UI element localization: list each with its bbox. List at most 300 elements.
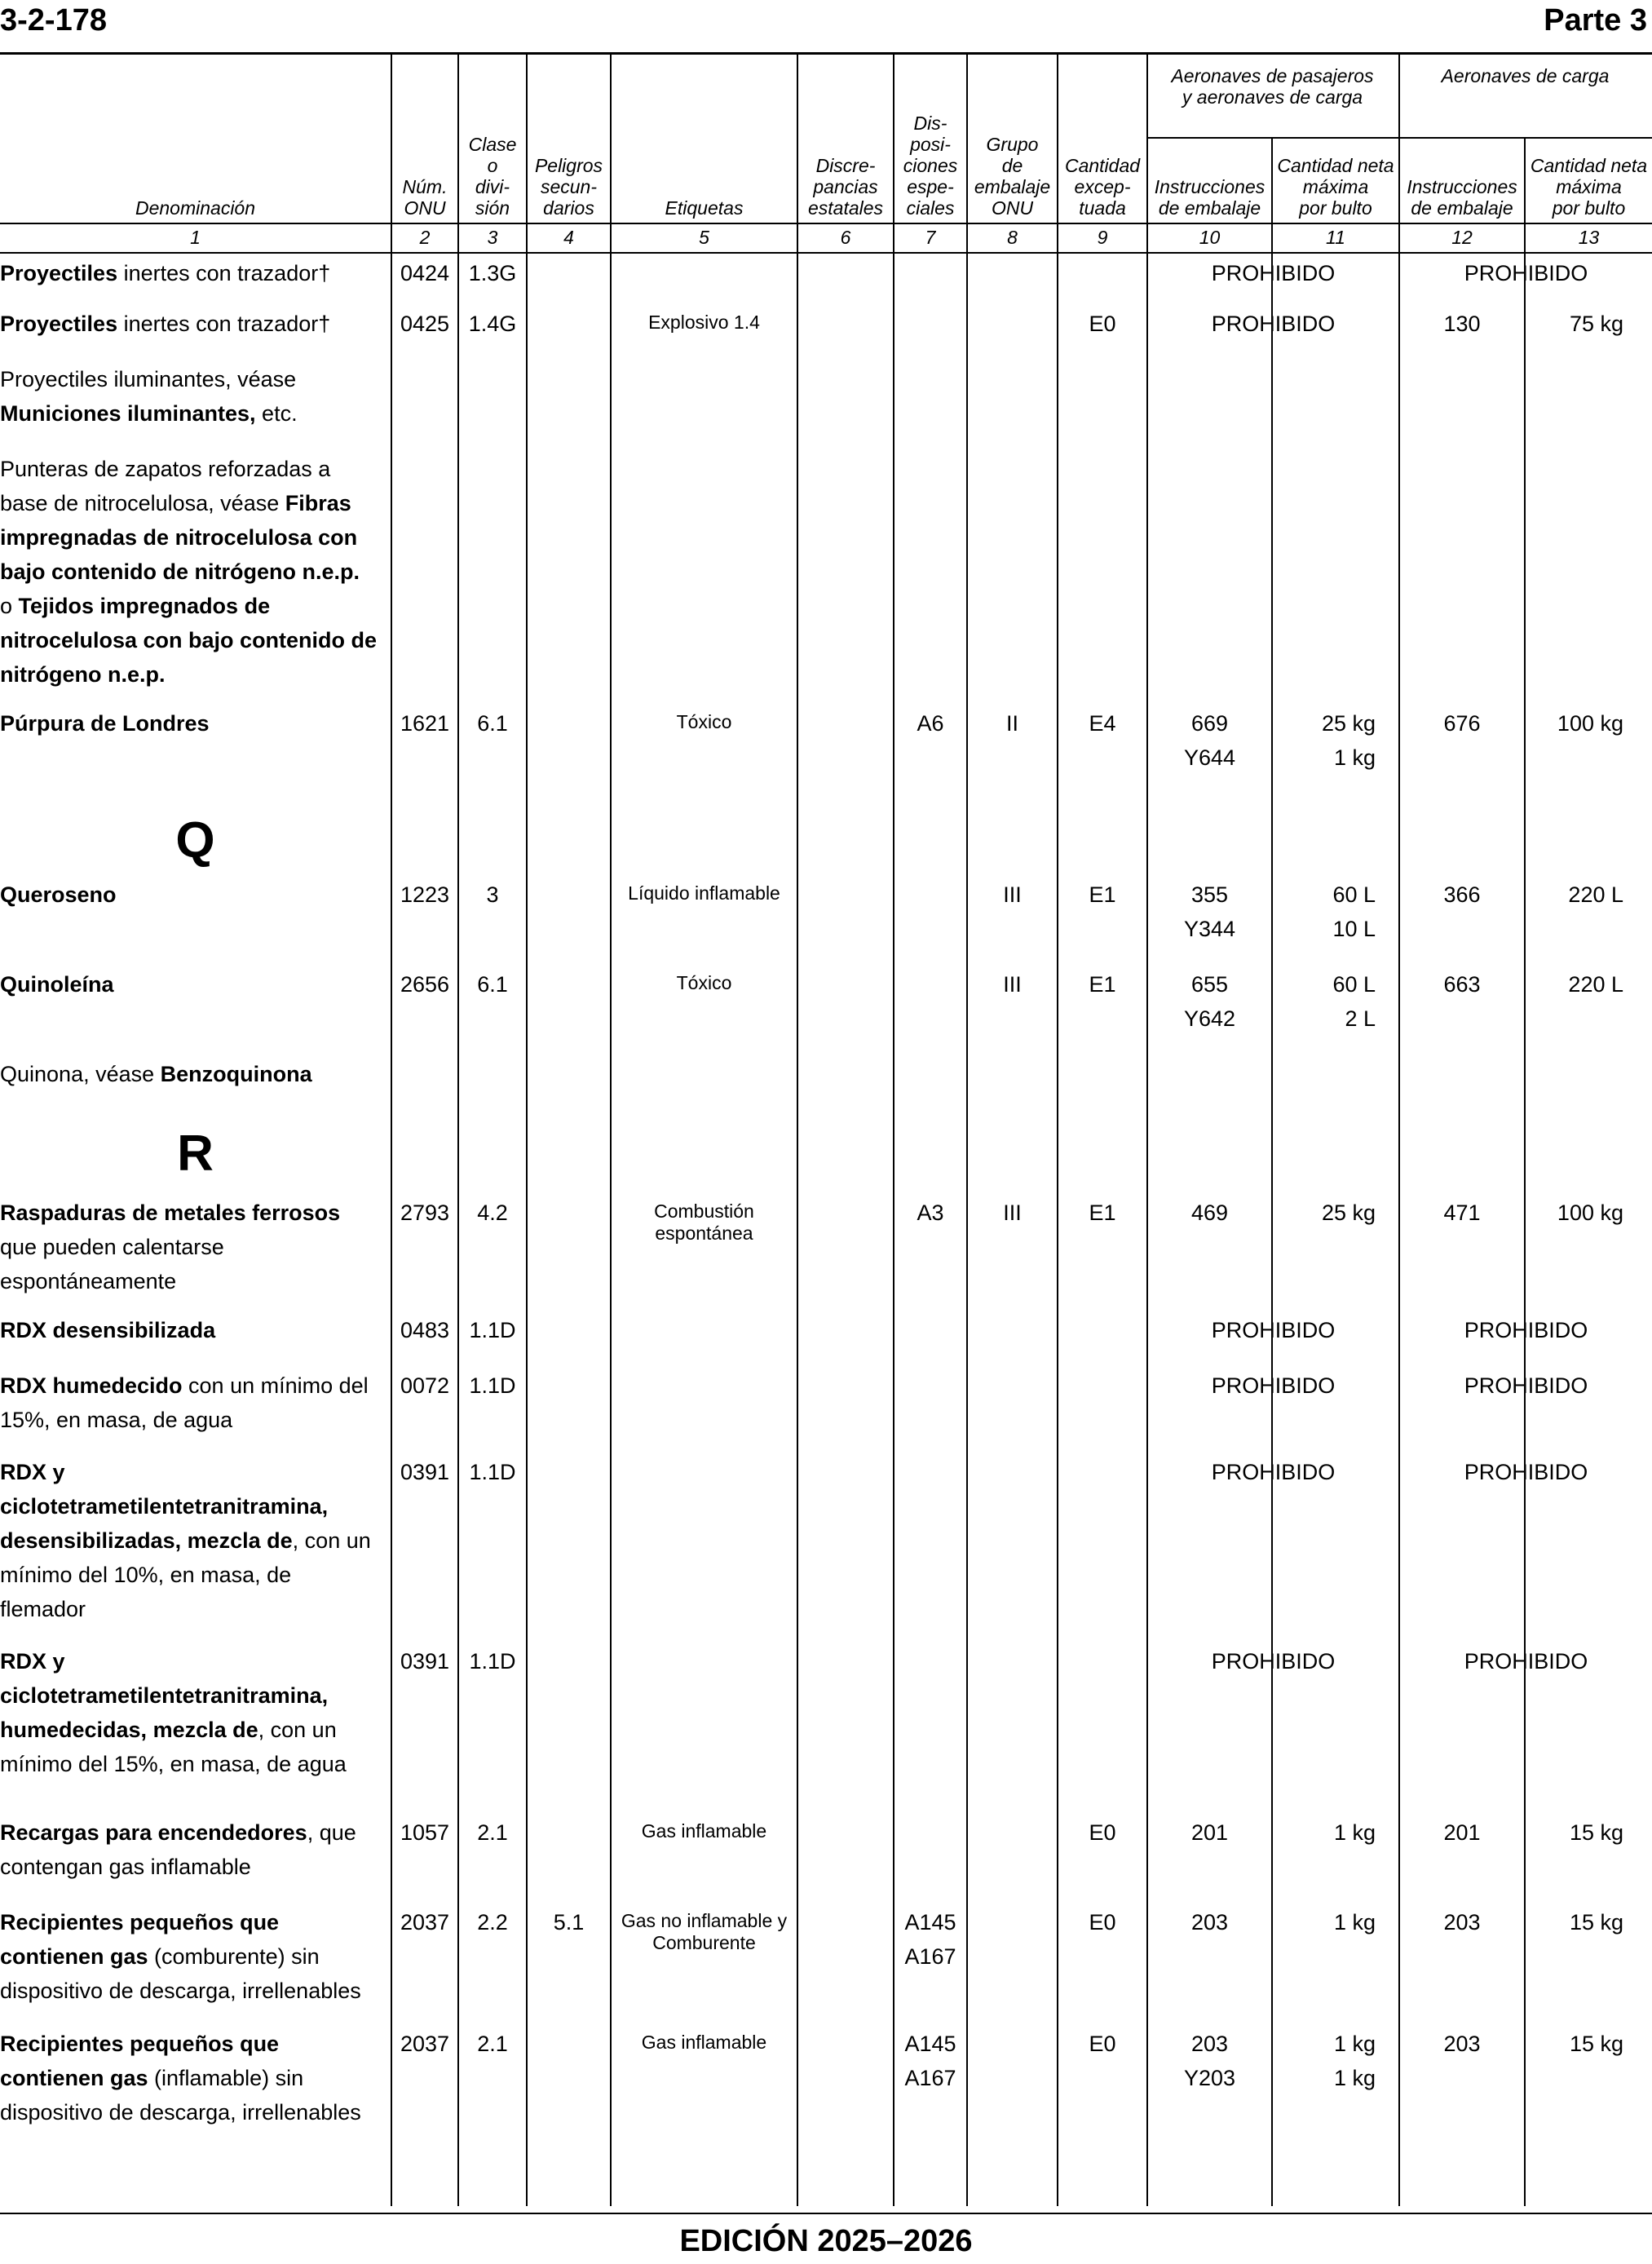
header-line: darios bbox=[543, 197, 594, 219]
cell-eq: E1 bbox=[1089, 882, 1116, 907]
header-line: pancias bbox=[813, 176, 878, 197]
entry-name bbox=[0, 1455, 391, 1626]
bold-text: Queroseno bbox=[0, 882, 117, 907]
cell-line: 655 bbox=[1190, 972, 1229, 997]
header-line: máxima bbox=[1556, 176, 1622, 197]
bold-text: Púrpura de Londres bbox=[0, 711, 210, 736]
cell-pi_cargo bbox=[1400, 878, 1524, 912]
cell-line: Y203 bbox=[1183, 2066, 1236, 2090]
cell-sp bbox=[894, 1905, 966, 1974]
cell-un: 1223 bbox=[400, 882, 450, 907]
cell-qty_cargo bbox=[1526, 1196, 1623, 1230]
header-line: Cantidad neta bbox=[1277, 155, 1394, 176]
section-letter: R bbox=[177, 1125, 214, 1182]
label-line: Gas inflamable bbox=[641, 2032, 767, 2053]
bold-text: Quinoleína bbox=[0, 972, 114, 997]
header-grupo-embalaje bbox=[968, 82, 1057, 219]
cell-labels bbox=[612, 312, 797, 334]
cell-pi_pass bbox=[1148, 967, 1271, 1036]
cell-line: 355 bbox=[1190, 882, 1229, 907]
cell-un: 0391 bbox=[400, 1460, 450, 1484]
cell-qty_cargo bbox=[1526, 2027, 1623, 2061]
col-divider bbox=[1398, 55, 1400, 2206]
header-line: por bulto bbox=[1299, 197, 1372, 219]
cell-line: 130 bbox=[1443, 312, 1481, 336]
header-instrucciones-pasajeros bbox=[1148, 140, 1271, 219]
entry-name bbox=[0, 256, 391, 290]
entry-name bbox=[0, 1815, 391, 1884]
cell-line: 1 kg bbox=[1333, 1820, 1376, 1845]
header-rule bbox=[0, 223, 1652, 224]
section-letter: Q bbox=[175, 812, 215, 869]
cell-prohibited-passenger: PROHIBIDO bbox=[1211, 1373, 1336, 1398]
cell-line: 669 bbox=[1190, 711, 1229, 736]
header-line: Clase bbox=[468, 134, 517, 155]
cell-labels bbox=[612, 972, 797, 994]
cell-line: 220 L bbox=[1568, 972, 1623, 997]
cell-prohibited-passenger: PROHIBIDO bbox=[1211, 1318, 1336, 1342]
cell-cls: 1.1D bbox=[469, 1373, 516, 1398]
header-line: Núm. bbox=[402, 176, 448, 197]
cell-line: Y344 bbox=[1183, 917, 1236, 941]
header-line: Aeronaves de pasajeros bbox=[1171, 65, 1374, 86]
col-divider bbox=[1057, 55, 1058, 2206]
col-divider bbox=[610, 55, 612, 2206]
col-number: 4 bbox=[563, 227, 574, 248]
cell-pi_cargo bbox=[1400, 967, 1524, 1002]
cell-line: 15 kg bbox=[1569, 1820, 1623, 1845]
header-line: Grupo bbox=[986, 134, 1039, 155]
col-number: 1 bbox=[190, 227, 201, 248]
bold-text: impregnadas de nitrocelulosa con bbox=[0, 525, 358, 550]
plain-text: (comburente) sin bbox=[148, 1944, 320, 1969]
cell-un: 1621 bbox=[400, 711, 450, 736]
header-line: Dis- bbox=[913, 113, 947, 134]
cell-qty_pass bbox=[1273, 1905, 1376, 1939]
cell-line: A3 bbox=[917, 1201, 944, 1225]
bold-text: Recipientes pequeños que bbox=[0, 1910, 280, 1935]
cell-un: 1057 bbox=[400, 1820, 450, 1845]
cell-pi_cargo bbox=[1400, 706, 1524, 741]
entry-name bbox=[0, 967, 391, 1002]
header-line: estatales bbox=[807, 197, 884, 219]
bold-text: RDX y bbox=[0, 1649, 65, 1674]
bottom-rule bbox=[0, 2213, 1652, 2214]
bold-text: Municiones iluminantes, bbox=[0, 401, 256, 426]
cell-pi_pass bbox=[1148, 1905, 1271, 1939]
bold-text: ciclotetrametilentetranitramina, bbox=[0, 1683, 329, 1708]
cell-labels bbox=[612, 1910, 797, 1954]
col-number: 8 bbox=[1007, 227, 1018, 248]
cell-eq: E1 bbox=[1089, 972, 1116, 997]
cell-un: 2037 bbox=[400, 1910, 450, 1935]
entry-name bbox=[0, 1905, 391, 2008]
col-number: 3 bbox=[487, 227, 498, 248]
label-line: Tóxico bbox=[676, 711, 732, 732]
header-instrucciones-carga bbox=[1400, 140, 1524, 219]
entry-name bbox=[0, 1313, 391, 1347]
cell-cls: 2.1 bbox=[477, 1820, 508, 1845]
cell-labels bbox=[612, 1820, 797, 1842]
plain-text: Quinona, véase bbox=[0, 1062, 161, 1086]
entry-name bbox=[0, 452, 391, 692]
cell-line: 1 kg bbox=[1333, 745, 1376, 770]
header-line: de embalaje bbox=[1411, 197, 1513, 219]
cell-pi_pass bbox=[1148, 1196, 1271, 1230]
cell-labels bbox=[612, 2032, 797, 2054]
header-line: de embalaje bbox=[1158, 197, 1261, 219]
cell-pg: III bbox=[1003, 882, 1022, 907]
header-line: sión bbox=[475, 197, 510, 219]
cell-pi_cargo bbox=[1400, 307, 1524, 341]
cell-qty_pass bbox=[1273, 1196, 1376, 1230]
cell-pg: II bbox=[1005, 711, 1018, 736]
cell-pi_cargo bbox=[1400, 1196, 1524, 1230]
cell-line: 1 kg bbox=[1333, 2066, 1376, 2090]
plain-text: , con un bbox=[292, 1528, 371, 1553]
plain-text: inertes con trazador† bbox=[117, 312, 331, 336]
plain-text: etc. bbox=[255, 401, 298, 426]
cell-qty_cargo bbox=[1526, 307, 1623, 341]
cell-qty_pass bbox=[1273, 878, 1376, 946]
header-cantidad-exceptuada bbox=[1058, 82, 1146, 219]
header-discrepancias bbox=[798, 82, 893, 219]
bold-text: Fibras bbox=[285, 491, 351, 515]
cell-un: 0425 bbox=[400, 312, 450, 336]
cell-line: 203 bbox=[1443, 1910, 1481, 1935]
bold-text: humedecidas, mezcla de bbox=[0, 1718, 258, 1742]
header-etiquetas bbox=[612, 82, 797, 219]
header-line: embalaje bbox=[974, 176, 1051, 197]
header-line: divi- bbox=[475, 176, 510, 197]
top-rule bbox=[0, 52, 1652, 55]
header-line: ciales bbox=[906, 197, 955, 219]
cell-sub: 5.1 bbox=[553, 1910, 585, 1935]
cell-pi_pass bbox=[1148, 706, 1271, 775]
cell-cls: 1.4G bbox=[468, 312, 517, 336]
cell-qty_pass bbox=[1273, 1815, 1376, 1850]
bold-text: Tejidos impregnados de bbox=[18, 594, 271, 618]
cell-qty_pass bbox=[1273, 967, 1376, 1036]
col-number-rule bbox=[0, 252, 1652, 254]
cell-eq: E0 bbox=[1089, 1910, 1116, 1935]
entry-name bbox=[0, 706, 391, 741]
entry-name bbox=[0, 362, 391, 431]
header-line: Cantidad bbox=[1064, 155, 1141, 176]
bold-text: RDX humedecido bbox=[0, 1373, 183, 1398]
col-number: 10 bbox=[1199, 227, 1221, 248]
header-passenger-aircraft bbox=[1146, 65, 1398, 108]
cell-line: 676 bbox=[1443, 711, 1481, 736]
cell-line: 201 bbox=[1190, 1820, 1229, 1845]
cell-line: A167 bbox=[904, 1944, 956, 1969]
cell-line: 100 kg bbox=[1557, 1201, 1623, 1225]
cell-pg: III bbox=[1003, 972, 1022, 997]
cell-cls: 1.1D bbox=[469, 1318, 516, 1342]
header-line: máxima bbox=[1302, 176, 1369, 197]
col-divider bbox=[797, 55, 798, 2206]
cell-cls: 3 bbox=[486, 882, 499, 907]
cell-eq: E1 bbox=[1089, 1201, 1116, 1225]
cell-line: 25 kg bbox=[1321, 1201, 1376, 1225]
plain-text: Proyectiles iluminantes, véase bbox=[0, 367, 297, 391]
cell-line: 469 bbox=[1190, 1201, 1229, 1225]
header-line: secun- bbox=[540, 176, 598, 197]
header-line: ciones bbox=[903, 155, 958, 176]
cell-prohibited-passenger: PROHIBIDO bbox=[1211, 1649, 1336, 1674]
cell-line: 201 bbox=[1443, 1820, 1481, 1845]
col-divider bbox=[391, 55, 392, 2206]
cell-prohibited-cargo: PROHIBIDO bbox=[1464, 1318, 1588, 1342]
header-line: por bulto bbox=[1552, 197, 1626, 219]
header-line: de bbox=[1001, 155, 1023, 176]
cell-cls: 1.3G bbox=[468, 261, 517, 285]
col-number: 9 bbox=[1097, 227, 1108, 248]
cell-prohibited-passenger: PROHIBIDO bbox=[1211, 312, 1336, 336]
bold-text: Recipientes pequeños que bbox=[0, 2032, 280, 2056]
entry-name bbox=[0, 1369, 391, 1437]
cell-line: 471 bbox=[1443, 1201, 1481, 1225]
bold-text: Recargas para encendedores bbox=[0, 1820, 307, 1845]
page-number: 3-2-178 bbox=[0, 3, 107, 38]
cell-qty_cargo bbox=[1526, 1905, 1623, 1939]
header-denominacion bbox=[0, 82, 391, 219]
cell-prohibited-passenger: PROHIBIDO bbox=[1211, 1460, 1336, 1484]
cell-prohibited-cargo: PROHIBIDO bbox=[1464, 1373, 1588, 1398]
header-line: posi- bbox=[910, 134, 951, 155]
cell-pi_cargo bbox=[1400, 1815, 1524, 1850]
cell-labels bbox=[612, 882, 797, 904]
cell-cls: 1.1D bbox=[469, 1460, 516, 1484]
cell-labels bbox=[612, 711, 797, 733]
header-line: Peligros bbox=[534, 155, 603, 176]
col-number: 12 bbox=[1451, 227, 1473, 248]
cell-un: 0391 bbox=[400, 1649, 450, 1674]
cell-cls: 1.1D bbox=[469, 1649, 516, 1674]
cell-qty_cargo bbox=[1526, 967, 1623, 1002]
cell-sp bbox=[894, 2027, 966, 2095]
header-line: o bbox=[487, 155, 498, 176]
bold-text: desensibilizadas, mezcla de bbox=[0, 1528, 293, 1553]
plain-text: , que bbox=[307, 1820, 356, 1845]
entry-name bbox=[0, 1196, 391, 1298]
col-number: 6 bbox=[840, 227, 851, 248]
plain-text: , con un bbox=[258, 1718, 337, 1742]
cell-line: 75 kg bbox=[1569, 312, 1623, 336]
entry-name bbox=[0, 1057, 391, 1091]
header-line: Etiquetas bbox=[665, 197, 744, 219]
plain-text: inertes con trazador† bbox=[117, 261, 331, 285]
cell-eq: E0 bbox=[1089, 2032, 1116, 2056]
label-line: Combustión bbox=[654, 1201, 754, 1222]
cell-line: 203 bbox=[1190, 1910, 1229, 1935]
col-number: 13 bbox=[1578, 227, 1600, 248]
entry-name bbox=[0, 878, 391, 912]
header-line: Cantidad neta bbox=[1530, 155, 1648, 176]
plain-text: que pueden calentarse bbox=[0, 1235, 224, 1259]
header-line: espe- bbox=[907, 176, 954, 197]
col-number: 2 bbox=[419, 227, 431, 248]
cell-cls: 6.1 bbox=[477, 711, 508, 736]
cell-pg: III bbox=[1003, 1201, 1022, 1225]
cell-sp bbox=[894, 706, 966, 741]
plain-text: dispositivo de descarga, irrellenables bbox=[0, 2100, 361, 2125]
cell-labels bbox=[612, 1201, 797, 1245]
cell-cls: 2.2 bbox=[477, 1910, 508, 1935]
cell-un: 0424 bbox=[400, 261, 450, 285]
plain-text: flemador bbox=[0, 1597, 86, 1621]
cell-qty_cargo bbox=[1526, 1815, 1623, 1850]
cell-un: 2037 bbox=[400, 2032, 450, 2056]
bold-text: contienen gas bbox=[0, 1944, 148, 1969]
header-disposiciones bbox=[894, 82, 966, 219]
bold-text: Proyectiles bbox=[0, 261, 118, 285]
col-number: 11 bbox=[1326, 227, 1345, 248]
plain-text: espontáneamente bbox=[0, 1269, 177, 1293]
cell-line: 25 kg bbox=[1321, 711, 1376, 736]
plain-text: Punteras de zapatos reforzadas a bbox=[0, 457, 331, 481]
cell-line: 220 L bbox=[1568, 882, 1623, 907]
header-line: ONU bbox=[991, 197, 1034, 219]
col-divider bbox=[1524, 139, 1526, 2206]
col-divider bbox=[1146, 55, 1148, 2206]
col-divider bbox=[1271, 139, 1273, 2206]
plain-text: mínimo del 15%, en masa, de agua bbox=[0, 1752, 347, 1776]
header-line: Instrucciones bbox=[1407, 176, 1517, 197]
col-divider bbox=[893, 55, 894, 2206]
bold-text: nitrógeno n.e.p. bbox=[0, 662, 166, 687]
cell-line: 100 kg bbox=[1557, 711, 1623, 736]
bold-text: contienen gas bbox=[0, 2066, 148, 2090]
cell-line: 366 bbox=[1443, 882, 1481, 907]
label-line: Líquido inflamable bbox=[628, 882, 780, 904]
bold-text: bajo contenido de nitrógeno n.e.p. bbox=[0, 559, 360, 584]
plain-text: (inflamable) sin bbox=[148, 2066, 304, 2090]
bold-text: Raspaduras de metales ferrosos bbox=[0, 1201, 341, 1225]
cell-line: 10 L bbox=[1332, 917, 1376, 941]
cell-line: 2 L bbox=[1345, 1006, 1376, 1031]
entry-name bbox=[0, 1644, 391, 1781]
label-line: Tóxico bbox=[676, 972, 732, 993]
header-line: y aeronaves de carga bbox=[1182, 86, 1363, 108]
cell-pi_pass bbox=[1148, 2027, 1271, 2095]
cell-eq: E0 bbox=[1089, 312, 1116, 336]
bold-text: RDX desensibilizada bbox=[0, 1318, 216, 1342]
cell-line: 1 kg bbox=[1333, 1910, 1376, 1935]
cell-line: 203 bbox=[1443, 2032, 1481, 2056]
cell-qty_pass bbox=[1273, 706, 1376, 775]
cell-line: Y642 bbox=[1183, 1006, 1236, 1031]
bold-text: Benzoquinona bbox=[160, 1062, 312, 1086]
cell-un: 0072 bbox=[400, 1373, 450, 1398]
header-line: tuada bbox=[1079, 197, 1126, 219]
cell-cls: 2.1 bbox=[477, 2032, 508, 2056]
cell-line: 203 bbox=[1190, 2032, 1229, 2056]
header-line: Denominación bbox=[135, 197, 256, 219]
plain-text: mínimo del 10%, en masa, de bbox=[0, 1563, 292, 1587]
plain-text: con un mínimo del bbox=[182, 1373, 369, 1398]
cell-eq: E4 bbox=[1089, 711, 1116, 736]
cell-pi_pass bbox=[1148, 1815, 1271, 1850]
header-num-onu bbox=[392, 82, 457, 219]
plain-text: 15%, en masa, de agua bbox=[0, 1408, 233, 1432]
cell-line: A6 bbox=[917, 711, 944, 736]
cell-qty_cargo bbox=[1526, 706, 1623, 741]
col-divider bbox=[526, 55, 528, 2206]
cell-qty_cargo bbox=[1526, 878, 1623, 912]
cell-line: 15 kg bbox=[1569, 2032, 1623, 2056]
cell-prohibited-cargo: PROHIBIDO bbox=[1464, 1460, 1588, 1484]
cell-line: 1 kg bbox=[1333, 2032, 1376, 2056]
col-number: 7 bbox=[925, 227, 936, 248]
cell-eq: E0 bbox=[1089, 1820, 1116, 1845]
label-line: Gas no inflamable y bbox=[621, 1910, 788, 1931]
cell-line: 60 L bbox=[1332, 972, 1376, 997]
part-label: Parte 3 bbox=[1544, 3, 1647, 38]
cell-un: 2656 bbox=[400, 972, 450, 997]
header-line: Aeronaves de carga bbox=[1441, 65, 1610, 86]
col-number: 5 bbox=[699, 227, 709, 248]
plain-text: o bbox=[0, 594, 19, 618]
cell-line: 15 kg bbox=[1569, 1910, 1623, 1935]
edition-footer: EDICIÓN 2025–2026 bbox=[679, 2224, 973, 2258]
entry-name bbox=[0, 307, 391, 341]
cell-line: Y644 bbox=[1183, 745, 1236, 770]
bold-text: Proyectiles bbox=[0, 312, 118, 336]
cell-sp bbox=[894, 1196, 966, 1230]
plain-text: contengan gas inflamable bbox=[0, 1855, 251, 1879]
cell-pi_cargo bbox=[1400, 1905, 1524, 1939]
cell-line: A145 bbox=[904, 1910, 956, 1935]
cell-prohibited-cargo: PROHIBIDO bbox=[1464, 261, 1588, 285]
header-clase bbox=[459, 82, 526, 219]
plain-text: dispositivo de descarga, irrellenables bbox=[0, 1979, 361, 2003]
header-cantidad-pasajeros bbox=[1273, 140, 1398, 219]
label-line: Gas inflamable bbox=[641, 1820, 767, 1842]
col-divider bbox=[457, 55, 459, 2206]
cell-line: 663 bbox=[1443, 972, 1481, 997]
plain-text: base de nitrocelulosa, véase bbox=[0, 491, 285, 515]
label-line: Comburente bbox=[652, 1932, 756, 1953]
header-line: Discre- bbox=[815, 155, 876, 176]
cell-line: A145 bbox=[904, 2032, 956, 2056]
col-divider bbox=[966, 55, 968, 2206]
cell-un: 2793 bbox=[400, 1201, 450, 1225]
cell-un: 0483 bbox=[400, 1318, 450, 1342]
cell-cls: 6.1 bbox=[477, 972, 508, 997]
cell-qty_pass bbox=[1273, 2027, 1376, 2095]
cell-cls: 4.2 bbox=[477, 1201, 508, 1225]
cell-line: 60 L bbox=[1332, 882, 1376, 907]
group-header-rule bbox=[1146, 137, 1652, 139]
header-cantidad-carga bbox=[1526, 140, 1652, 219]
header-cargo-aircraft bbox=[1398, 65, 1652, 86]
bold-text: RDX y bbox=[0, 1460, 65, 1484]
header-line: ONU bbox=[404, 197, 446, 219]
bold-text: ciclotetrametilentetranitramina, bbox=[0, 1494, 329, 1519]
cell-pi_pass bbox=[1148, 878, 1271, 946]
header-line: excep- bbox=[1074, 176, 1131, 197]
header-line: Instrucciones bbox=[1154, 176, 1266, 197]
cell-prohibited-passenger: PROHIBIDO bbox=[1211, 261, 1336, 285]
bold-text: nitrocelulosa con bajo contenido de bbox=[0, 628, 378, 652]
entry-name bbox=[0, 2027, 391, 2129]
label-line: Explosivo 1.4 bbox=[648, 312, 760, 333]
cell-line: A167 bbox=[904, 2066, 956, 2090]
cell-pi_cargo bbox=[1400, 2027, 1524, 2061]
label-line: espontánea bbox=[655, 1223, 753, 1244]
header-peligros bbox=[528, 82, 610, 219]
